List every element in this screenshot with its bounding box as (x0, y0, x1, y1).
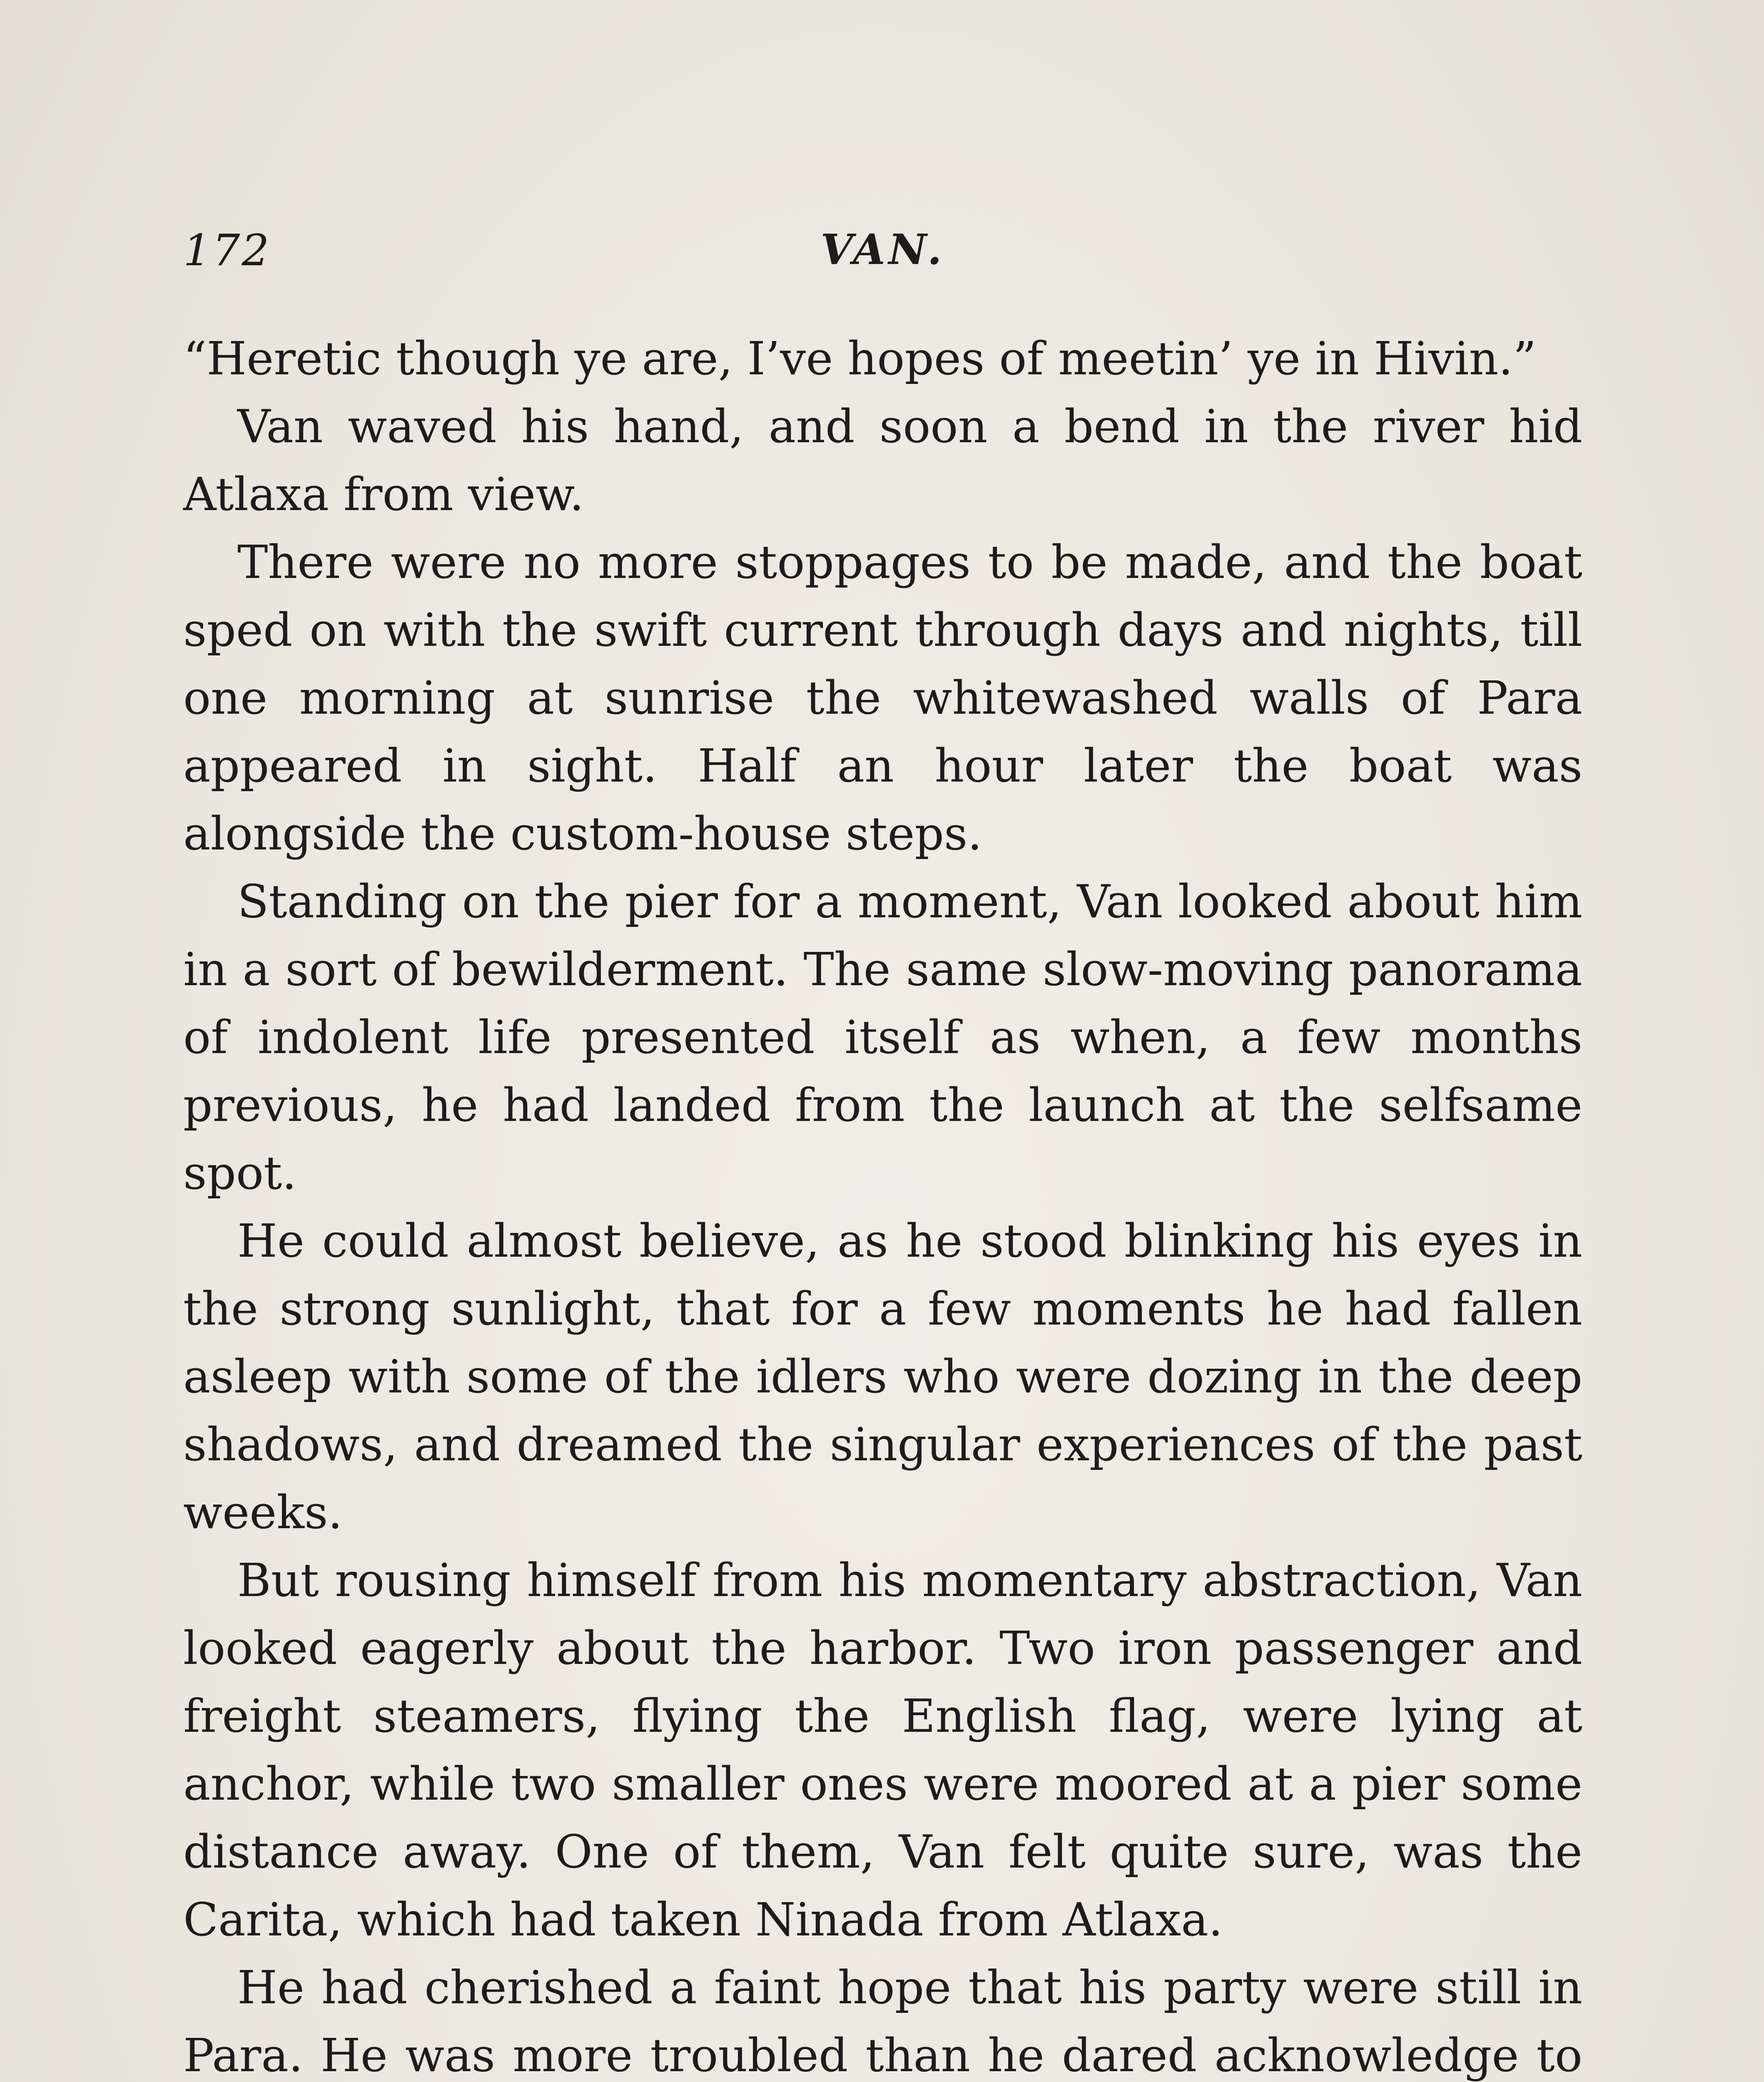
body-text (183, 325, 1582, 2082)
page-header (183, 225, 1582, 283)
paragraph: There were no more stoppages to be made, and the boat sped on with the swift current through days and nights, till one morning at sunrise the whitewashed walls of Para appeared in sight. Half an hour later the boat was alongside the custom-house steps. (183, 535, 1582, 860)
paragraph: “Heretic though ye are, I’ve hopes of meetin’ ye in Hivin.” (183, 332, 1537, 385)
running-title: VAN. (820, 225, 945, 274)
paragraph: Standing on the pier for a moment, Van looked about him in a sort of bewilderment. The same slow-moving panorama of indolent life presented itself as when, a few months previous, he had landed from the launch at the selfsame spot. (183, 875, 1582, 1200)
paragraph: But rousing himself from his momentary abstraction, Van looked eagerly about the harbor. Two iron passenger and freight steamers, flying the English flag, were lying at anchor, while two smaller ones were moored at a pier some distance away. One of them, Van felt quite sure, was the Carita, which had taken Ninada from Atlaxa. (183, 1554, 1582, 1946)
paragraph: He had cherished a faint hope that his party were still in Para. He was more troubled than he dared acknowledge to (183, 1961, 1582, 2082)
page-number: 172 (183, 225, 271, 276)
paragraph: He could almost believe, as he stood blinking his eyes in the strong sunlight, that for a few moments he had fallen asleep with some of the idlers who were dozing in the deep shadows, and dreamed the singular experiences of the past weeks. (183, 1214, 1582, 1539)
paragraph: Van waved his hand, and soon a bend in the river hid Atlaxa from view. (183, 400, 1582, 521)
